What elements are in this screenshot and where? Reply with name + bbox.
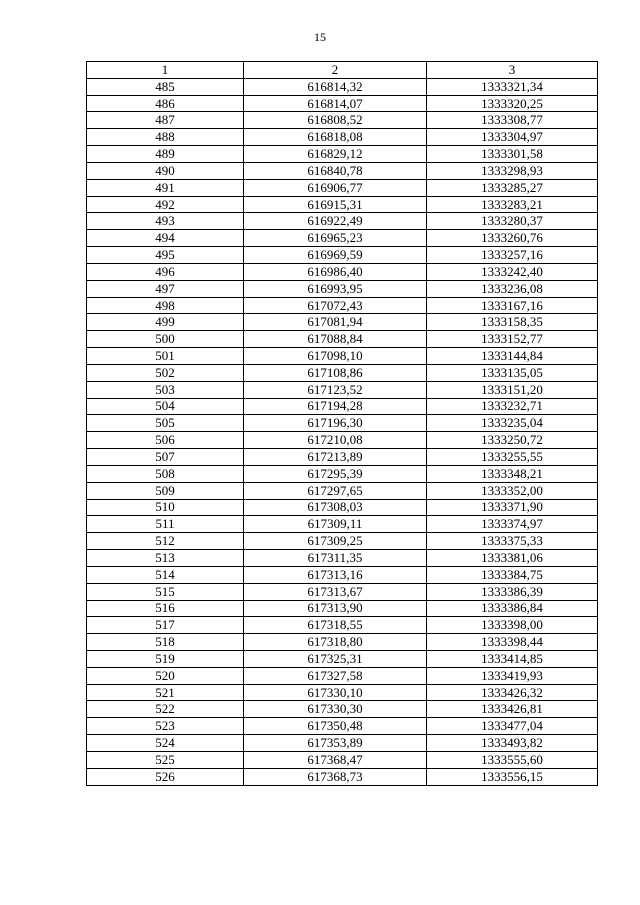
point-number-cell: 526: [87, 768, 244, 785]
table-row: [87, 364, 598, 381]
y-coordinate-cell: 1333556,15: [427, 768, 598, 785]
y-coordinate-cell: 1333235,04: [427, 415, 598, 432]
x-coordinate-cell: 616993,95: [244, 280, 427, 297]
column-header-3: 3: [427, 62, 598, 79]
y-coordinate-cell: 1333280,37: [427, 213, 598, 230]
point-number-cell: 522: [87, 701, 244, 718]
x-coordinate-cell: 616814,07: [244, 95, 427, 112]
x-coordinate-cell: 617327,58: [244, 667, 427, 684]
point-number-cell: 497: [87, 280, 244, 297]
y-coordinate-cell: 1333144,84: [427, 348, 598, 365]
x-coordinate-cell: 617123,52: [244, 381, 427, 398]
table-row: [87, 230, 598, 247]
x-coordinate-cell: 617318,55: [244, 617, 427, 634]
x-coordinate-cell: 617098,10: [244, 348, 427, 365]
y-coordinate-cell: 1333321,34: [427, 78, 598, 95]
table-row: [87, 297, 598, 314]
point-number-cell: 487: [87, 112, 244, 129]
y-coordinate-cell: 1333381,06: [427, 550, 598, 567]
table-row: [87, 499, 598, 516]
point-number-cell: 490: [87, 162, 244, 179]
x-coordinate-cell: 616840,78: [244, 162, 427, 179]
y-coordinate-cell: 1333232,71: [427, 398, 598, 415]
table-row: [87, 735, 598, 752]
point-number-cell: 489: [87, 146, 244, 163]
point-number-cell: 507: [87, 449, 244, 466]
x-coordinate-cell: 617108,86: [244, 364, 427, 381]
y-coordinate-cell: 1333260,76: [427, 230, 598, 247]
table-row: [87, 482, 598, 499]
point-number-cell: 501: [87, 348, 244, 365]
point-number-cell: 503: [87, 381, 244, 398]
table-row: [87, 533, 598, 550]
x-coordinate-cell: 616906,77: [244, 179, 427, 196]
table-row: [87, 432, 598, 449]
x-coordinate-cell: 617325,31: [244, 650, 427, 667]
table-row: [87, 314, 598, 331]
point-number-cell: 512: [87, 533, 244, 550]
x-coordinate-cell: 617088,84: [244, 331, 427, 348]
x-coordinate-cell: 616969,59: [244, 247, 427, 264]
x-coordinate-cell: 617081,94: [244, 314, 427, 331]
y-coordinate-cell: 1333151,20: [427, 381, 598, 398]
y-coordinate-cell: 1333304,97: [427, 129, 598, 146]
y-coordinate-cell: 1333135,05: [427, 364, 598, 381]
point-number-cell: 517: [87, 617, 244, 634]
table-row: [87, 381, 598, 398]
column-header-1: 1: [87, 62, 244, 79]
table-row: [87, 213, 598, 230]
point-number-cell: 495: [87, 247, 244, 264]
x-coordinate-cell: 617295,39: [244, 465, 427, 482]
table-row: [87, 280, 598, 297]
x-coordinate-cell: 617313,67: [244, 583, 427, 600]
table-row: [87, 667, 598, 684]
x-coordinate-cell: 617297,65: [244, 482, 427, 499]
y-coordinate-cell: 1333167,16: [427, 297, 598, 314]
y-coordinate-cell: 1333301,58: [427, 146, 598, 163]
point-number-cell: 516: [87, 600, 244, 617]
point-number-cell: 525: [87, 751, 244, 768]
x-coordinate-cell: 617194,28: [244, 398, 427, 415]
x-coordinate-cell: 617353,89: [244, 735, 427, 752]
point-number-cell: 523: [87, 718, 244, 735]
table-row: [87, 449, 598, 466]
point-number-cell: 506: [87, 432, 244, 449]
point-number-cell: 520: [87, 667, 244, 684]
y-coordinate-cell: 1333384,75: [427, 566, 598, 583]
y-coordinate-cell: 1333374,97: [427, 516, 598, 533]
table-row: [87, 162, 598, 179]
y-coordinate-cell: 1333371,90: [427, 499, 598, 516]
point-number-cell: 515: [87, 583, 244, 600]
x-coordinate-cell: 617330,10: [244, 684, 427, 701]
y-coordinate-cell: 1333352,00: [427, 482, 598, 499]
y-coordinate-cell: 1333308,77: [427, 112, 598, 129]
x-coordinate-cell: 617309,11: [244, 516, 427, 533]
point-number-cell: 509: [87, 482, 244, 499]
table-row: [87, 112, 598, 129]
y-coordinate-cell: 1333426,81: [427, 701, 598, 718]
point-number-cell: 524: [87, 735, 244, 752]
column-header-2: 2: [244, 62, 427, 79]
point-number-cell: 502: [87, 364, 244, 381]
y-coordinate-cell: 1333419,93: [427, 667, 598, 684]
table-row: [87, 634, 598, 651]
table-row: [87, 684, 598, 701]
table-row: [87, 78, 598, 95]
point-number-cell: 496: [87, 263, 244, 280]
y-coordinate-cell: 1333158,35: [427, 314, 598, 331]
table-row: [87, 398, 598, 415]
x-coordinate-cell: 617318,80: [244, 634, 427, 651]
table-row: [87, 179, 598, 196]
x-coordinate-cell: 617368,47: [244, 751, 427, 768]
y-coordinate-cell: 1333320,25: [427, 95, 598, 112]
y-coordinate-cell: 1333426,32: [427, 684, 598, 701]
y-coordinate-cell: 1333375,33: [427, 533, 598, 550]
table-row: [87, 617, 598, 634]
y-coordinate-cell: 1333398,44: [427, 634, 598, 651]
table-row: [87, 751, 598, 768]
y-coordinate-cell: 1333555,60: [427, 751, 598, 768]
table-row: [87, 465, 598, 482]
point-number-cell: 508: [87, 465, 244, 482]
x-coordinate-cell: 616829,12: [244, 146, 427, 163]
x-coordinate-cell: 617308,03: [244, 499, 427, 516]
point-number-cell: 505: [87, 415, 244, 432]
point-number-cell: 504: [87, 398, 244, 415]
y-coordinate-cell: 1333386,84: [427, 600, 598, 617]
table-row: [87, 348, 598, 365]
y-coordinate-cell: 1333255,55: [427, 449, 598, 466]
point-number-cell: 492: [87, 196, 244, 213]
point-number-cell: 493: [87, 213, 244, 230]
x-coordinate-cell: 617196,30: [244, 415, 427, 432]
y-coordinate-cell: 1333257,16: [427, 247, 598, 264]
y-coordinate-cell: 1333250,72: [427, 432, 598, 449]
point-number-cell: 498: [87, 297, 244, 314]
y-coordinate-cell: 1333414,85: [427, 650, 598, 667]
table-row: [87, 95, 598, 112]
table-row: [87, 331, 598, 348]
y-coordinate-cell: 1333298,93: [427, 162, 598, 179]
x-coordinate-cell: 617313,16: [244, 566, 427, 583]
point-number-cell: 499: [87, 314, 244, 331]
y-coordinate-cell: 1333242,40: [427, 263, 598, 280]
table-row: [87, 718, 598, 735]
table-row: [87, 415, 598, 432]
table-row: [87, 600, 598, 617]
table-row: [87, 516, 598, 533]
table-row: [87, 566, 598, 583]
table-row: [87, 247, 598, 264]
x-coordinate-cell: 617309,25: [244, 533, 427, 550]
y-coordinate-cell: 1333236,08: [427, 280, 598, 297]
table-row: [87, 650, 598, 667]
x-coordinate-cell: 617311,35: [244, 550, 427, 567]
point-number-cell: 488: [87, 129, 244, 146]
y-coordinate-cell: 1333285,27: [427, 179, 598, 196]
x-coordinate-cell: 616915,31: [244, 196, 427, 213]
table-row: [87, 583, 598, 600]
x-coordinate-cell: 616922,49: [244, 213, 427, 230]
y-coordinate-cell: 1333348,21: [427, 465, 598, 482]
table-body: [87, 78, 598, 785]
table-row: [87, 768, 598, 785]
y-coordinate-cell: 1333386,39: [427, 583, 598, 600]
page-number: 15: [314, 30, 326, 44]
point-number-cell: 494: [87, 230, 244, 247]
x-coordinate-cell: 616814,32: [244, 78, 427, 95]
point-number-cell: 500: [87, 331, 244, 348]
x-coordinate-cell: 617313,90: [244, 600, 427, 617]
x-coordinate-cell: 616965,23: [244, 230, 427, 247]
point-number-cell: 511: [87, 516, 244, 533]
y-coordinate-cell: 1333493,82: [427, 735, 598, 752]
point-number-cell: 510: [87, 499, 244, 516]
y-coordinate-cell: 1333152,77: [427, 331, 598, 348]
point-number-cell: 514: [87, 566, 244, 583]
point-number-cell: 491: [87, 179, 244, 196]
x-coordinate-cell: 617330,30: [244, 701, 427, 718]
point-number-cell: 518: [87, 634, 244, 651]
x-coordinate-cell: 616986,40: [244, 263, 427, 280]
y-coordinate-cell: 1333398,00: [427, 617, 598, 634]
y-coordinate-cell: 1333283,21: [427, 196, 598, 213]
table-row: [87, 701, 598, 718]
point-number-cell: 486: [87, 95, 244, 112]
point-number-cell: 519: [87, 650, 244, 667]
table-row: [87, 129, 598, 146]
table-header-row: [87, 62, 598, 79]
table-row: [87, 550, 598, 567]
table-row: [87, 196, 598, 213]
point-number-cell: 485: [87, 78, 244, 95]
point-number-cell: 513: [87, 550, 244, 567]
coordinates-table: [86, 61, 598, 786]
x-coordinate-cell: 616818,08: [244, 129, 427, 146]
x-coordinate-cell: 617210,08: [244, 432, 427, 449]
x-coordinate-cell: 617072,43: [244, 297, 427, 314]
point-number-cell: 521: [87, 684, 244, 701]
table-row: [87, 263, 598, 280]
x-coordinate-cell: 617368,73: [244, 768, 427, 785]
y-coordinate-cell: 1333477,04: [427, 718, 598, 735]
x-coordinate-cell: 617350,48: [244, 718, 427, 735]
table-row: [87, 146, 598, 163]
x-coordinate-cell: 616808,52: [244, 112, 427, 129]
x-coordinate-cell: 617213,89: [244, 449, 427, 466]
